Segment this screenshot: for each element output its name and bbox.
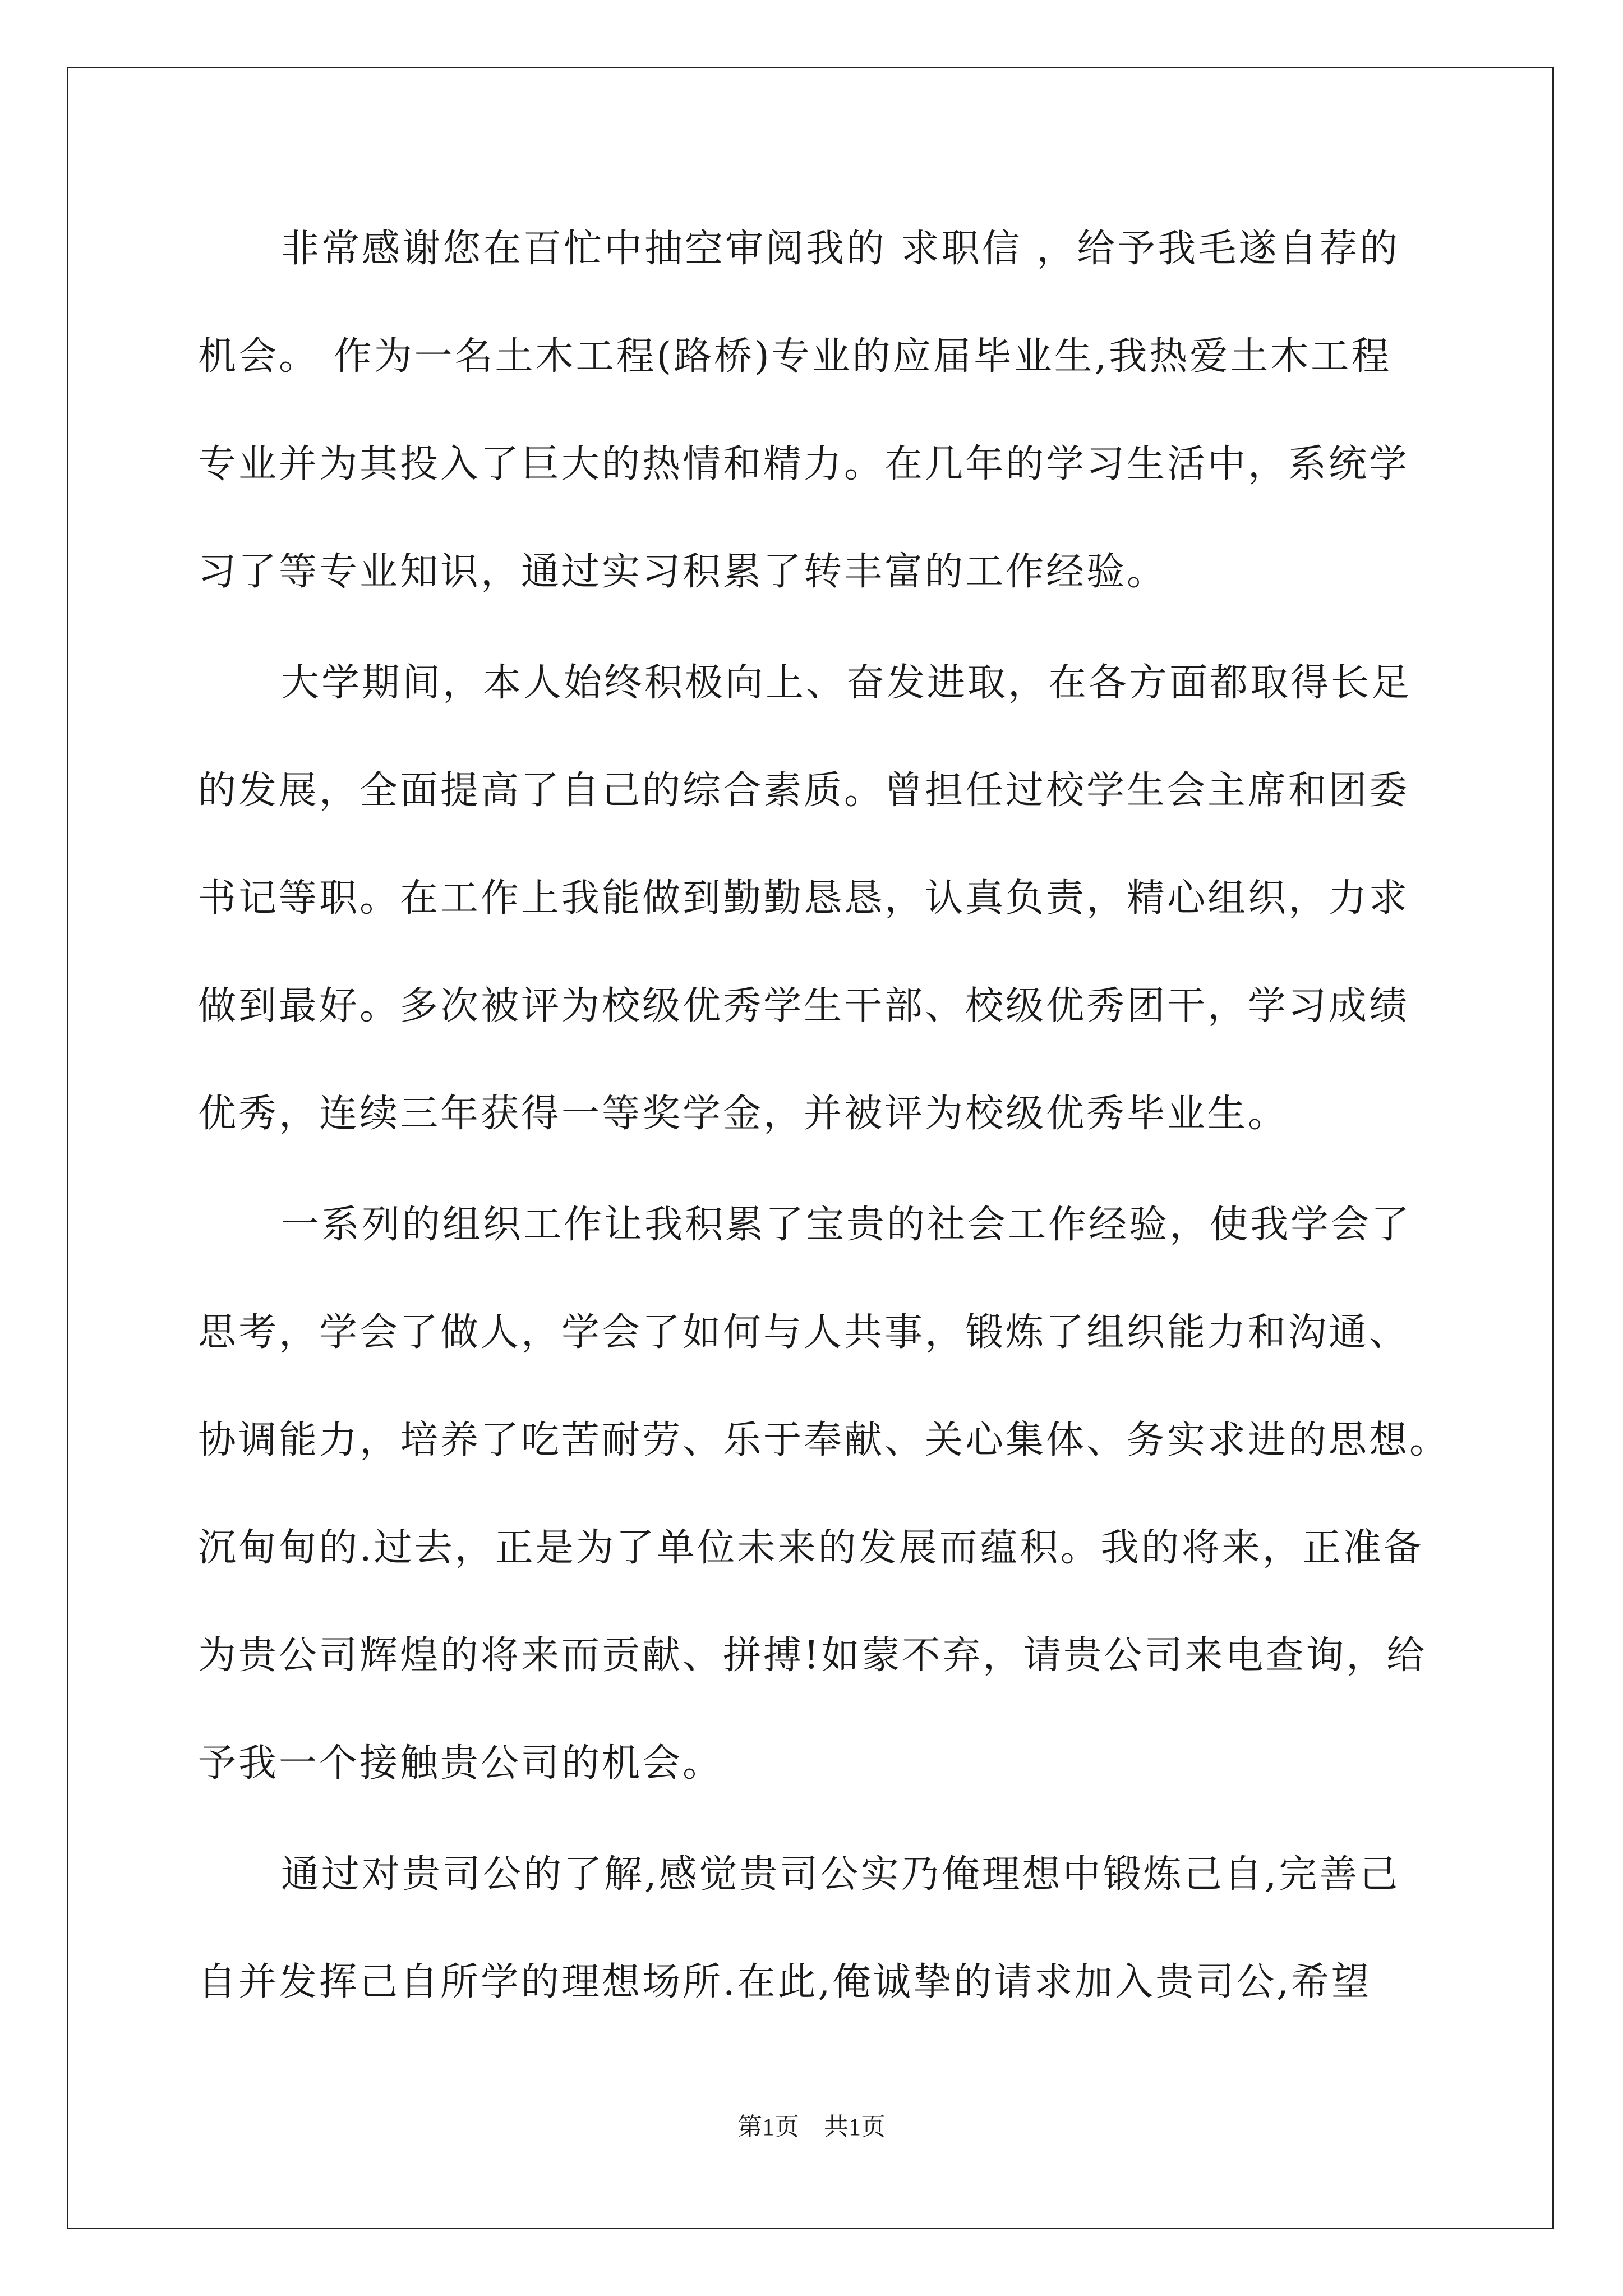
- text-line: 优秀，连续三年获得一等奖学金，并被评为校级优秀毕业生。: [198, 1092, 1289, 1136]
- text-line: 机会。 作为一名土木工程(路桥)专业的应届毕业生,我热爱土木工程: [198, 334, 1392, 379]
- page-number-footer: 第1页 共1页: [737, 2113, 886, 2141]
- text-line: 一系列的组织工作让我积累了宝贵的社会工作经验，使我学会了: [281, 1203, 1412, 1247]
- text-line: 通过对贵司公的了解,感觉贵司公实乃俺理想中锻炼己自,完善己: [281, 1852, 1400, 1897]
- text-line: 习了等专业知识，通过实习积累了转丰富的工作经验。: [198, 550, 1168, 594]
- text-line: 沉甸甸的.过去，正是为了单位未来的发展而蕴积。我的将来，正准备: [198, 1526, 1424, 1570]
- text-line: 专业并为其投入了巨大的热情和精力。在几年的学习生活中，系统学: [198, 442, 1410, 486]
- text-line: 大学期间，本人始终积极向上、奋发进取，在各方面都取得长足: [281, 661, 1412, 705]
- text-line: 自并发挥己自所学的理想场所.在此,俺诚挚的请求加入贵司公,希望: [198, 1960, 1372, 2004]
- text-line: 做到最好。多次被评为校级优秀学生干部、校级优秀团干，学习成绩: [198, 984, 1410, 1028]
- text-line: 书记等职。在工作上我能做到勤勤恳恳，认真负责，精心组织，力求: [198, 876, 1410, 921]
- text-line: 思考，学会了做人，学会了如何与人共事，锻炼了组织能力和沟通、: [198, 1310, 1410, 1355]
- text-line: 的发展，全面提高了自己的综合素质。曾担任过校学生会主席和团委: [198, 769, 1410, 813]
- text-line: 协调能力，培养了吃苦耐劳、乐于奉献、关心集体、务实求进的思想。: [198, 1418, 1450, 1462]
- text-line: 予我一个接触贵公司的机会。: [198, 1741, 723, 1786]
- text-line: 非常感谢您在百忙中抽空审阅我的 求职信 ，给予我毛遂自荐的: [281, 227, 1400, 271]
- text-line: 为贵公司辉煌的将来而贡献、拼搏!如蒙不弃，请贵公司来电查询，给: [198, 1634, 1427, 1678]
- document-body: [198, 208, 1450, 2049]
